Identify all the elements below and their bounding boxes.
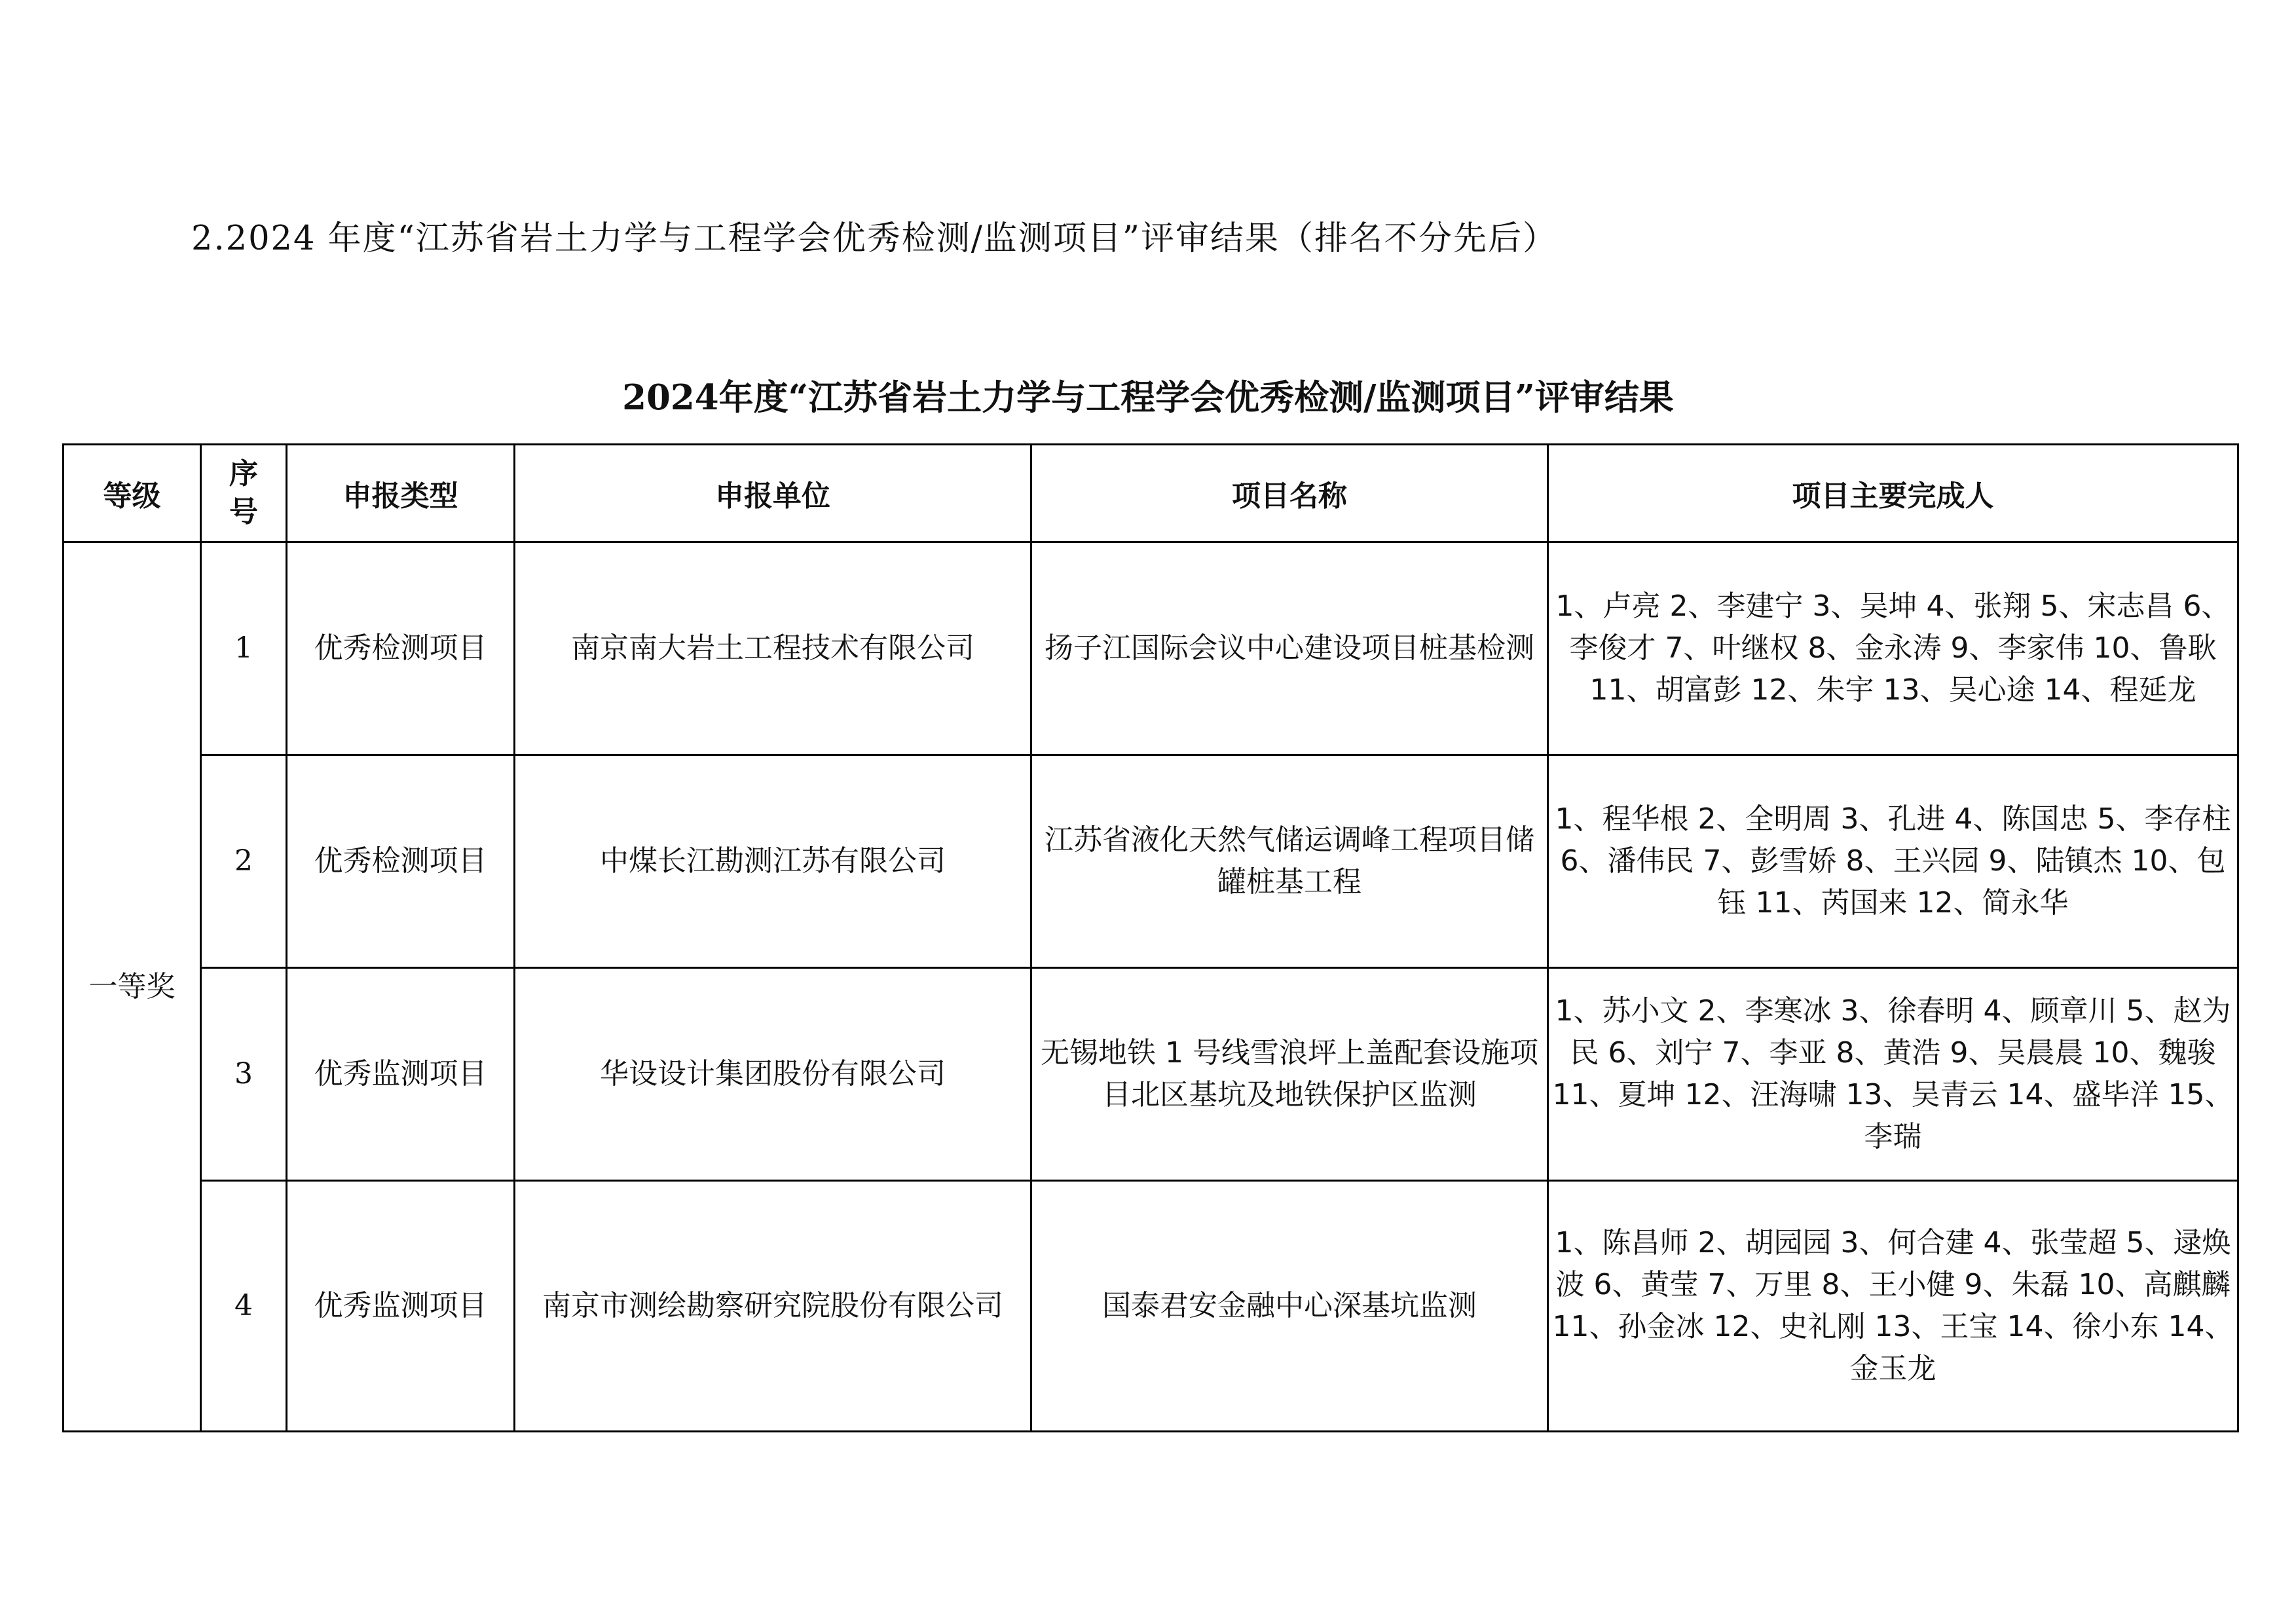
table-row <box>64 542 2238 755</box>
intro-heading: 2.2024 年度“江苏省岩土力学与工程学会优秀检测/监测项目”评审结果（排名不分先后） <box>191 219 1557 258</box>
people-cell: 1、程华根 2、全明周 3、孔进 4、陈国忠 5、李存柱 6、潘伟民 7、彭雪娇 8、王兴园 9、陆镇杰 10、包钰 11、芮国来 12、简永华 <box>1548 755 2238 968</box>
project-cell: 无锡地铁 1 号线雪浪坪上盖配套设施项目北区基坑及地铁保护区监测 <box>1031 968 1548 1181</box>
table-row <box>64 968 2238 1181</box>
people-cell: 1、卢亮 2、李建宁 3、吴坤 4、张翔 5、宋志昌 6、李俊才 7、叶继权 8、金永涛 9、李家伟 10、鲁耿 11、胡富彭 12、朱宇 13、吴心途 14、程延龙 <box>1548 542 2238 755</box>
unit-cell: 南京市测绘勘察研究院股份有限公司 <box>515 1181 1031 1432</box>
table-title: 2024年度“江苏省岩土力学与工程学会优秀检测/监测项目”评审结果 <box>622 377 1674 418</box>
results-table <box>62 443 2239 1432</box>
type-cell: 优秀监测项目 <box>287 968 515 1181</box>
seq-cell: 3 <box>201 968 287 1181</box>
table-row <box>64 1181 2238 1432</box>
level-cell: 一等奖 <box>64 542 201 1432</box>
header-people: 项目主要完成人 <box>1548 445 2238 542</box>
unit-cell: 中煤长江勘测江苏有限公司 <box>515 755 1031 968</box>
seq-cell: 1 <box>201 542 287 755</box>
header-seq <box>201 445 287 542</box>
header-project: 项目名称 <box>1031 445 1548 542</box>
type-cell: 优秀检测项目 <box>287 755 515 968</box>
table-row <box>64 755 2238 968</box>
seq-cell: 4 <box>201 1181 287 1432</box>
seq-cell: 2 <box>201 755 287 968</box>
people-cell: 1、苏小文 2、李寒冰 3、徐春明 4、顾章川 5、赵为民 6、刘宁 7、李亚 8、黄浩 9、吴晨晨 10、魏骏 11、夏坤 12、汪海啸 13、吴青云 14、盛毕洋 15、李瑞 <box>1548 968 2238 1181</box>
project-cell: 国泰君安金融中心深基坑监测 <box>1031 1181 1548 1432</box>
header-unit: 申报单位 <box>515 445 1031 542</box>
unit-cell: 华设设计集团股份有限公司 <box>515 968 1031 1181</box>
header-seq-line2: 号 <box>229 495 258 529</box>
project-cell: 扬子江国际会议中心建设项目桩基检测 <box>1031 542 1548 755</box>
people-cell: 1、陈昌师 2、胡园园 3、何合建 4、张莹超 5、逯焕波 6、黄莹 7、万里 8、王小健 9、朱磊 10、高麒麟 11、孙金冰 12、史礼刚 13、王宝 14、徐小东 14、金玉龙 <box>1548 1181 2238 1432</box>
header-seq-line1: 序 <box>229 457 258 491</box>
header-type: 申报类型 <box>287 445 515 542</box>
header-level: 等级 <box>64 445 201 542</box>
table-header-row <box>64 445 2238 542</box>
type-cell: 优秀检测项目 <box>287 542 515 755</box>
unit-cell: 南京南大岩土工程技术有限公司 <box>515 542 1031 755</box>
type-cell: 优秀监测项目 <box>287 1181 515 1432</box>
project-cell: 江苏省液化天然气储运调峰工程项目储罐桩基工程 <box>1031 755 1548 968</box>
